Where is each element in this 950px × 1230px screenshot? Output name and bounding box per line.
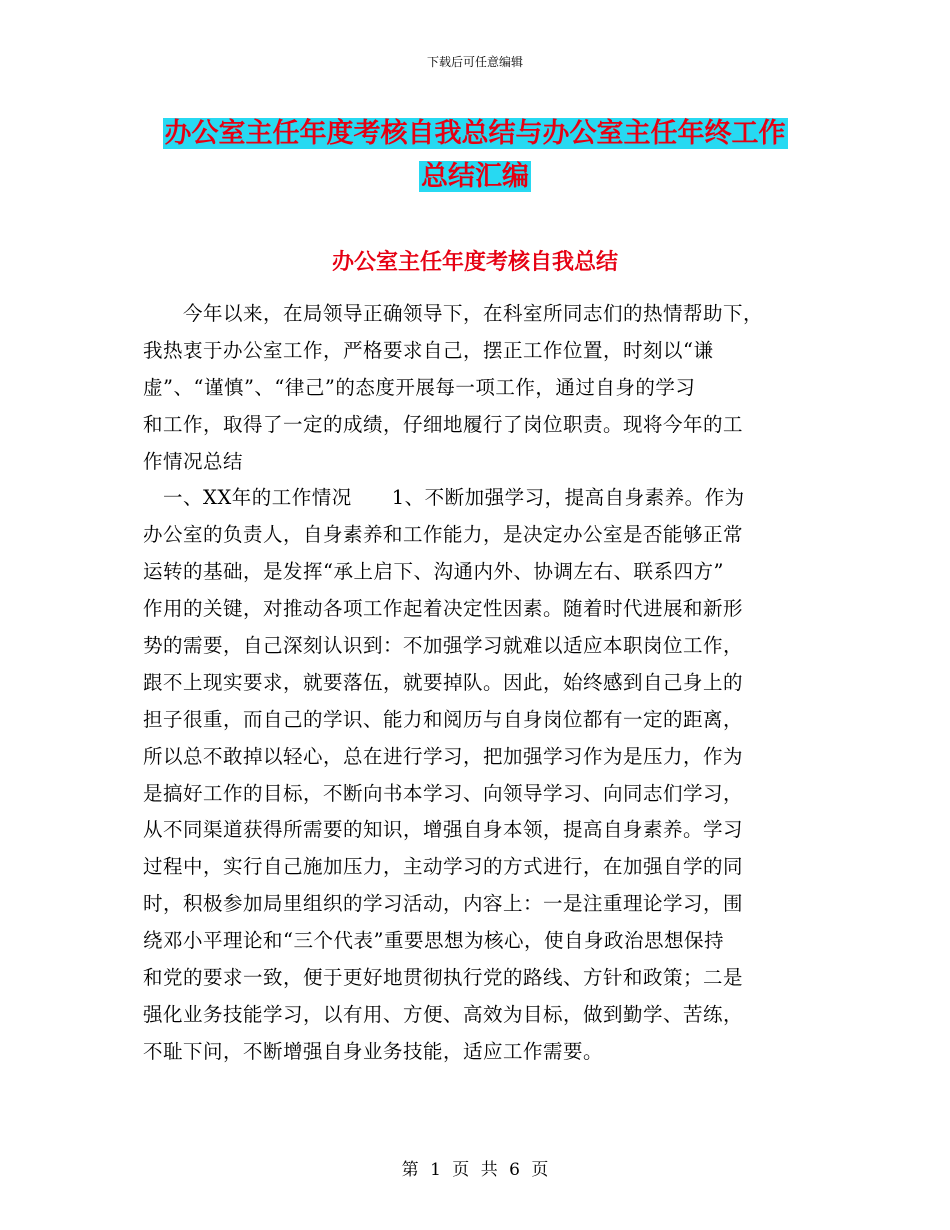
body-line: 作用的关键，对推动各项工作起着决定性因素。随着时代进展和新形 xyxy=(143,597,744,621)
body-line: 绕邓小平理论和“三个代表”重要思想为核心，使自身政治思想保持 xyxy=(143,929,724,953)
document-title-line-2: 总结汇编 xyxy=(421,161,529,192)
body-paragraphs xyxy=(143,296,809,1071)
body-line: 担子很重，而自己的学识、能力和阅历与自身岗位都有一定的距离， xyxy=(143,707,744,731)
body-line: 作情况总结 xyxy=(143,449,244,473)
body-line: 运转的基础，是发挥“承上启下、沟通内外、协调左右、联系四方” xyxy=(143,560,724,584)
body-line: 和党的要求一致，便于更好地贯彻执行党的路线、方针和政策；二是 xyxy=(143,966,744,990)
body-line: 时，积极参加局里组织的学习活动，内容上：一是注重理论学习，围 xyxy=(143,892,744,916)
body-line: 势的需要，自己深刻认识到：不加强学习就难以适应本职岗位工作， xyxy=(143,634,744,658)
body-line: 过程中，实行自己施加压力，主动学习的方式进行，在加强自学的同 xyxy=(143,855,744,879)
document-title-line-1: 办公室主任年度考核自我总结与办公室主任年终工作 xyxy=(164,118,786,149)
body-line: 我热衷于办公室工作，严格要求自己，摆正工作位置，时刻以“谦 xyxy=(143,338,714,362)
body-line: 从不同渠道获得所需要的知识，增强自身本领，提高自身素养。学习 xyxy=(143,818,744,842)
body-line: 和工作，取得了一定的成绩，仔细地履行了岗位职责。现将今年的工 xyxy=(143,412,744,436)
page-header-note: 下载后可任意编辑 xyxy=(426,55,523,69)
body-line: 今年以来，在局领导正确领导下，在科室所同志们的热情帮助下， xyxy=(143,302,764,325)
document-title xyxy=(0,112,950,198)
section-title: 办公室主任年度考核自我总结 xyxy=(331,250,618,275)
body-line: 是搞好工作的目标，不断向书本学习、向领导学习、向同志们学习， xyxy=(143,781,744,805)
body-line: 一、XX年的工作情况 1、不断加强学习，提高自身素养。作为 xyxy=(143,486,745,510)
body-line: 所以总不敢掉以轻心，总在进行学习，把加强学习作为是压力，作为 xyxy=(143,744,744,768)
body-line: 强化业务技能学习，以有用、方便、高效为目标，做到勤学、苦练， xyxy=(143,1002,744,1026)
page-number-footer: 第 1 页 共 6 页 xyxy=(401,1160,549,1180)
body-line: 不耻下问，不断增强自身业务技能，适应工作需要。 xyxy=(143,1039,604,1063)
body-line: 办公室的负责人，自身素养和工作能力，是决定办公室是否能够正常 xyxy=(143,523,744,547)
body-line: 虚”、“谨慎”、“律己”的态度开展每一项工作，通过自身的学习 xyxy=(143,375,696,399)
body-line: 跟不上现实要求，就要落伍，就要掉队。因此，始终感到自己身上的 xyxy=(143,670,744,694)
